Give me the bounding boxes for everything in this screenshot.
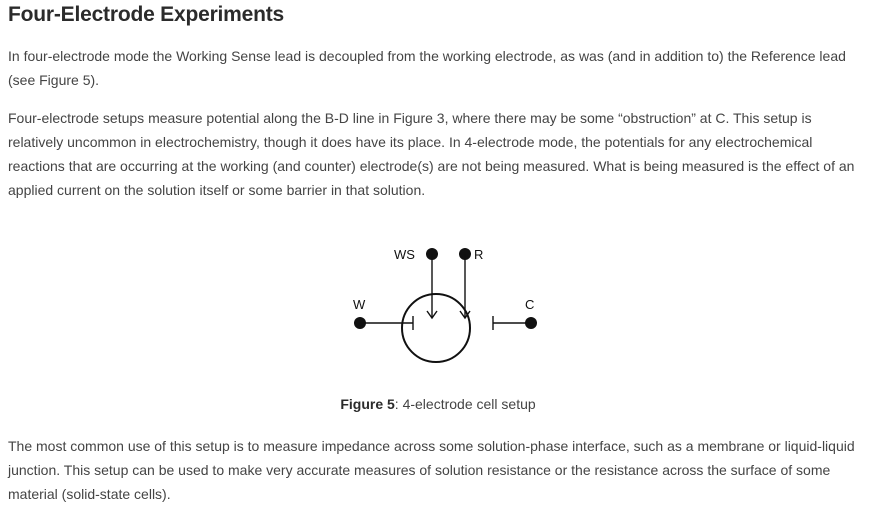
- cell-circle: [402, 294, 470, 362]
- cell-diagram-svg: [338, 236, 548, 376]
- paragraph-intro: In four-electrode mode the Working Sense lead is decoupled from the working electrode, as was (and in addition to) the Reference lead (see Figure 5).: [8, 48, 846, 88]
- paragraph-setup: Four-electrode setups measure potential along the B-D line in Figure 3, where there may be some “obstruction” at C. This setup is relatively uncommon in electrochemistry, though it does have its place. In 4-electrode mode, the potentials for any electrochemical reactions that are occurring at the working (and counter) electrode(s) are not being measured. What is being measured is the effect of an applied current on the solution itself or some barrier in that solution.: [8, 110, 855, 198]
- section-title: Four-Electrode Experiments: [8, 3, 285, 26]
- figure-caption: [8, 396, 868, 412]
- figure-caption-label: Figure 5: [340, 396, 395, 412]
- paragraph-usage: The most common use of this setup is to measure impedance across some solution-phase interface, such as a membrane or liquid-liquid junction. This setup can be used to make very accurate measures of solution resistance or the resistance across the surface of some material (solid-state cells).: [8, 438, 855, 502]
- c-label: C: [525, 297, 535, 312]
- cell-diagram: [338, 236, 548, 376]
- figure-caption-text: : 4-electrode cell setup: [394, 396, 536, 412]
- r-label: R: [474, 247, 484, 262]
- ws-label: WS: [394, 247, 415, 262]
- w-label: W: [353, 297, 366, 312]
